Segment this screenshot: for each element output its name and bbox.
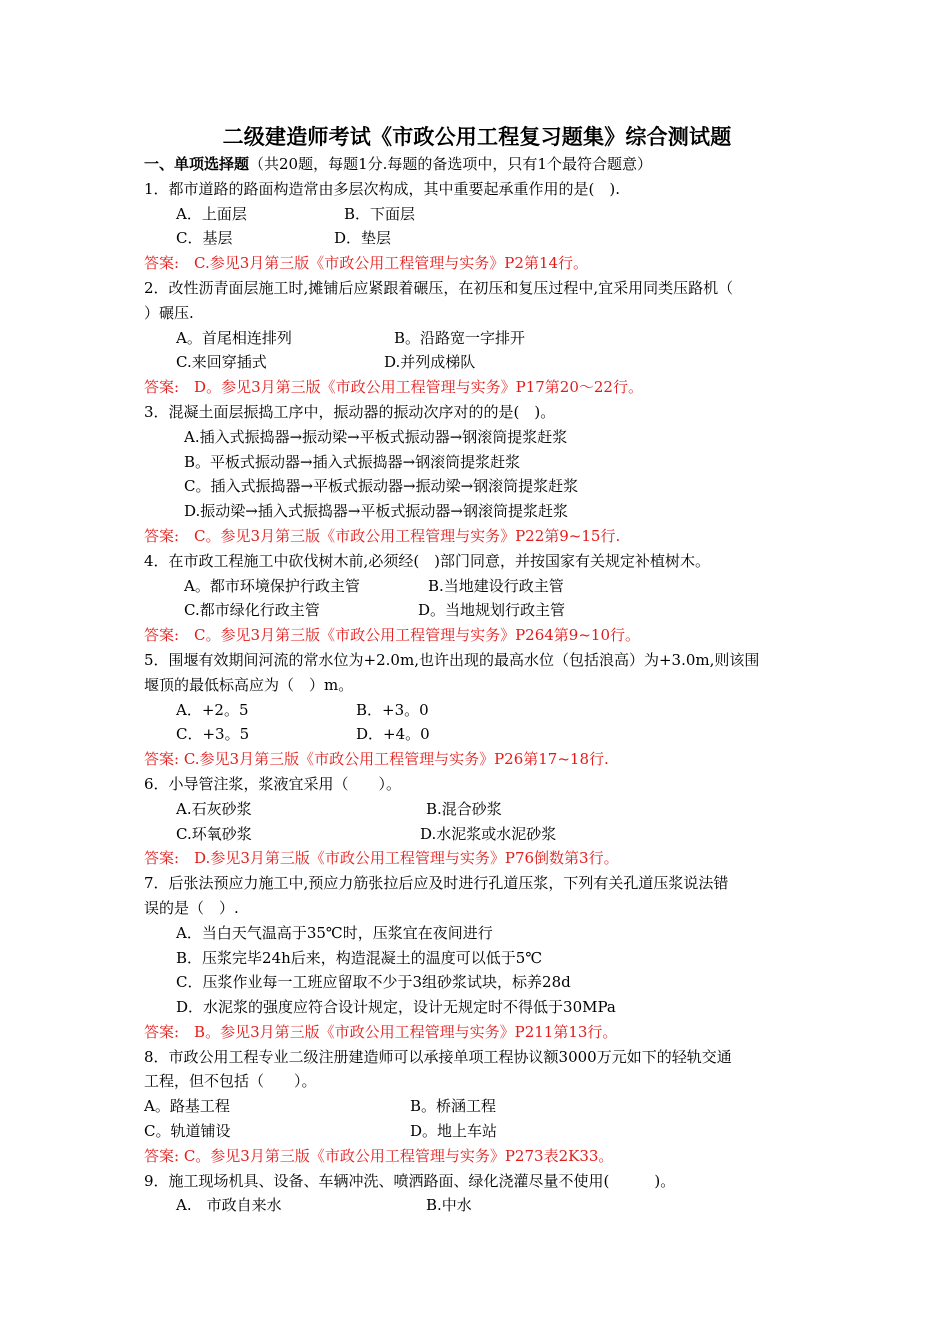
question-6-options-row-2	[144, 822, 814, 847]
option-a: A.插入式振捣器→振动梁→平板式振动器→钢滚筒提浆赶浆	[184, 427, 568, 446]
question-1-answer: 答案: C.参见3月第三版《市政公用工程管理与实务》P2第14行。	[144, 254, 589, 273]
option-d: D.水泥浆或水泥砂浆	[420, 824, 557, 843]
option-d: D。当地规划行政主管	[418, 601, 566, 620]
page-title: 二级建造师考试《市政公用工程复习题集》综合测试题	[222, 124, 732, 149]
question-2-stem-line-2: ）碾压.	[144, 303, 194, 322]
option-a: A．当白天气温高于35℃时，压浆宜在夜间进行	[176, 923, 493, 942]
question-7-stem-line-2: 误的是（ ）.	[144, 898, 239, 917]
question-8-options-row-1	[144, 1094, 814, 1119]
option-d: D．垫层	[334, 229, 392, 248]
question-8-options-row-2	[144, 1119, 814, 1144]
question-1-options-row-2	[144, 226, 814, 251]
question-5-stem-line-2: 堰顶的最低标高应为（ ）m。	[144, 675, 354, 694]
option-c: C.来回穿插式	[176, 353, 267, 372]
section-heading: 一、单项选择题	[144, 155, 250, 173]
option-a: A。都市环境保护行政主管	[184, 576, 360, 595]
question-8-answer: 答案: C。参见3月第三版《市政公用工程管理与实务》P273表2K33。	[144, 1146, 614, 1165]
option-b: B。沿路宽一字排开	[394, 328, 526, 347]
option-d: D．+4。0	[356, 725, 430, 744]
option-d: D.并列成梯队	[384, 353, 476, 372]
document-page	[144, 122, 814, 1218]
question-7-answer: 答案: B。参见3月第三版《市政公用工程管理与实务》P211第13行。	[144, 1022, 618, 1041]
option-b: B．压浆完毕24h后来，构造混凝土的温度可以低于5℃	[176, 948, 543, 967]
question-7-stem-line-1: 7．后张法预应力施工中,预应力筋张拉后应及时进行孔道压浆，下列有关孔道压浆说法错	[144, 874, 729, 893]
question-6-options-row-1	[144, 797, 814, 822]
question-1-stem: 1．都市道路的路面构造常由多层次构成，其中重要起承重作用的是( ).	[144, 179, 621, 198]
option-c: C．压浆作业每一工班应留取不少于3组砂浆试块，标养28d	[176, 973, 571, 992]
option-a: A。路基工程	[144, 1097, 230, 1116]
option-c: C.都市绿化行政主管	[184, 601, 320, 620]
question-2-answer: 答案: D。参见3月第三版《市政公用工程管理与实务》P17第20～22行。	[144, 378, 643, 397]
question-6-answer: 答案: D.参见3月第三版《市政公用工程管理与实务》P76倒数第3行。	[144, 849, 619, 868]
question-9-options-row-1	[144, 1193, 814, 1218]
question-4-answer: 答案: C。参见3月第三版《市政公用工程管理与实务》P264第9~10行。	[144, 626, 640, 645]
section-note: （共20题，每题1分.每题的备选项中，只有1个最符合题意）	[249, 155, 652, 173]
option-a: A．上面层	[176, 204, 247, 223]
question-2-stem-line-1: 2．改性沥青面层施工时,摊铺后应紧跟着碾压，在初压和复压过程中,宜采用同类压路机（	[144, 278, 734, 297]
option-a: A. 市政自来水	[176, 1196, 282, 1215]
option-d: D。地上车站	[410, 1122, 498, 1141]
question-5-stem-line-1: 5．围堰有效期间河流的常水位为+2.0m,也许出现的最高水位（包括浪高）为+3.0m,则该围	[144, 650, 760, 669]
option-b: B．+3。0	[356, 700, 429, 719]
question-4-options-row-1	[144, 574, 814, 599]
option-a: A。首尾相连排列	[176, 328, 292, 347]
question-3-answer: 答案: C。参见3月第三版《市政公用工程管理与实务》P22第9~15行.	[144, 526, 621, 545]
question-3-stem: 3．混凝土面层振捣工序中，振动器的振动次序对的的是( )。	[144, 402, 556, 421]
option-b: B.混合砂浆	[426, 799, 502, 818]
option-c: C。插入式振捣器→平板式振动器→振动梁→钢滚筒提浆赶浆	[184, 477, 579, 496]
option-a: A.石灰砂浆	[176, 799, 252, 818]
question-4-stem: 4．在市政工程施工中砍伐树木前,必须经( )部门同意，并按国家有关规定补植树木。	[144, 551, 711, 570]
option-c: C．基层	[176, 229, 233, 248]
question-5-options-row-1	[144, 698, 814, 723]
option-c: C。轨道铺设	[144, 1122, 231, 1141]
option-d: D.振动梁→插入式振捣器→平板式振动器→钢滚筒提浆赶浆	[184, 502, 568, 521]
option-b: B.当地建设行政主管	[428, 576, 564, 595]
option-b: B。桥涵工程	[410, 1097, 497, 1116]
option-d: D．水泥浆的强度应符合设计规定，设计无规定时不得低于30MPa	[176, 998, 616, 1017]
option-b: B．下面层	[344, 204, 416, 223]
question-8-stem-line-2: 工程，但不包括（ ）。	[144, 1072, 317, 1091]
option-c: C．+3。5	[176, 725, 250, 744]
option-b: B.中水	[426, 1196, 472, 1215]
question-8-stem-line-1: 8．市政公用工程专业二级注册建造师可以承接单项工程协议额3000万元如下的轻轨交通	[144, 1047, 732, 1066]
question-1-options-row-1	[144, 202, 814, 227]
question-6-stem: 6．小导管注浆，浆液宜采用（ ）。	[144, 774, 402, 793]
question-5-answer: 答案: C.参见3月第三版《市政公用工程管理与实务》P26第17~18行.	[144, 750, 609, 769]
option-c: C.环氧砂浆	[176, 824, 252, 843]
question-4-options-row-2	[144, 598, 814, 623]
question-2-options-row-1	[144, 326, 814, 351]
option-a: A．+2。5	[176, 700, 249, 719]
question-9-stem: 9．施工现场机具、设备、车辆冲洗、喷洒路面、绿化浇灌尽量不使用( )。	[144, 1171, 676, 1190]
section-heading-line	[144, 152, 814, 177]
option-b: B。平板式振动器→插入式振捣器→钢滚筒提浆赶浆	[184, 452, 521, 471]
question-2-options-row-2	[144, 350, 814, 375]
question-5-options-row-2	[144, 722, 814, 747]
